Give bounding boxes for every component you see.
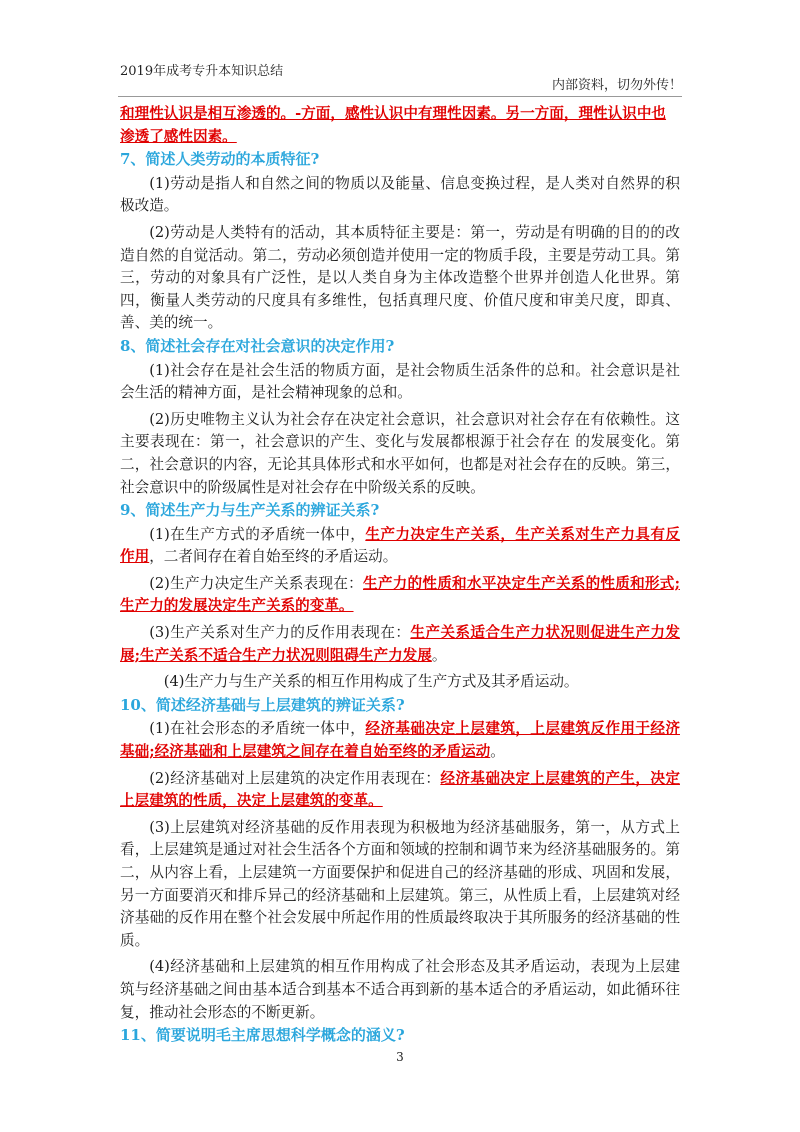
paragraph-text: 。 (490, 743, 505, 761)
question-10-paragraph-1 (120, 718, 680, 763)
question-9-paragraph-2 (120, 573, 680, 618)
question-9-heading: 9、简述生产力与生产关系的辨证关系? (120, 501, 380, 520)
paragraph-text: 。 (431, 646, 447, 664)
emphasis-text: 生产关系适合生产力状况则促进生产力发展;生产关系不适合生产力状况则阻碍生产力发展 (120, 624, 680, 664)
paragraph-text: (1)在生产方式的矛盾统一体中， (149, 525, 366, 543)
question-9-paragraph-4: (4)生产力与生产关系的相互作用构成了生产方式及其矛盾运动。 (163, 673, 579, 691)
question-7-paragraph-2: (2)劳动是人类特有的活动，其本质特征主要是：第一，劳动是有明确的目的的改造自然的自觉活动。第二，劳动必须创造并使用一定的物质手段，主要是劳动工具。第三，劳动的对象具有广泛性，是以人类自身为主体改造整个世界并创造人化世界。第四，衡量人类劳动的尺度具有多维性，包括真理尺度、价值尺度和审美尺度，即真、善、美的统一。 (120, 223, 680, 332)
question-11-heading: 11、简要说明毛主席思想科学概念的涵义? (120, 1026, 405, 1045)
emphasis-text: 经济基础决定上层建筑的产生，决定上层建筑的性质，决定上层建筑的变革。 (120, 769, 680, 810)
header-notice: 内部资料，切勿外传！ (551, 78, 682, 93)
question-8-paragraph-2: (2)历史唯物主义认为社会存在决定社会意识，社会意识对社会存在有依赖性。这主要表现在：第一，社会意识的产生、变化与发展都根源于社会存在 的发展变化。第二，社会意识的内容，无论其具体形式和水平如何，也都是对社会存在的反映。第三，社会意识中的阶级属性是对社会存在中阶级关系的反映。 (120, 410, 680, 496)
question-7-paragraph-1: (1)劳动是指人和自然之间的物质以及能量、信息变换过程，是人类对自然界的积极改造。 (120, 174, 680, 215)
question-10-heading: 10、简述经济基础与上层建筑的辨证关系? (120, 695, 405, 714)
paragraph-text: ，二者间存在着自始至终的矛盾运动。 (149, 548, 398, 566)
paragraph-text: (2)经济基础对上层建筑的决定作用表现在： (149, 769, 441, 787)
emphasis-text: 生产力决定生产关系，生产关系对生产力具有反作用 (120, 525, 680, 566)
page-number: 3 (396, 1050, 404, 1064)
paragraph-text: (2)生产力决定生产关系表现在： (149, 574, 363, 592)
question-10-paragraph-3: (3)上层建筑对经济基础的反作用表现为积极地为经济基础服务，第一，从方式上看，上层建筑是通过对社会生活各个方面和领域的控制和调节来为经济基础服务的。第二，从内容上看，上层建筑一方面要保护和促进自己的经济基础的形成、巩固和发展，另一方面要消灭和排斥异己的经济基础和上层建筑。第三，从性质上看，上层建筑对经济基础的反作用在整个社会发展中所起作用的性质最终取决于其所服务的经济基础的性质。 (120, 818, 680, 949)
question-8-heading: 8、简述社会存在对社会意识的决定作用? (120, 336, 395, 355)
header-divider (118, 96, 682, 97)
question-9-paragraph-3 (120, 622, 680, 667)
emphasis-text: 和理性认识是相互渗透的。-方面，感性认识中有理性因素。另一方面，理性认识中也渗透了感性因素。 (120, 105, 667, 145)
paragraph-text: (1)在社会形态的矛盾统一体中， (149, 720, 366, 738)
question-10-paragraph-2 (120, 768, 680, 813)
continued-paragraph (120, 103, 680, 148)
header-title: 2019年成考专升本知识总结 (120, 64, 284, 79)
paragraph-text: (3)生产关系对生产力的反作用表现在： (149, 624, 411, 642)
question-7-heading: 7、简述人类劳动的本质特征? (120, 150, 320, 169)
emphasis-text: 经济基础决定上层建筑，上层建筑反作用于经济基础;经济基础和上层建筑之间存在着自始至终的矛盾运动 (120, 720, 680, 761)
question-10-paragraph-4: (4)经济基础和上层建筑的相互作用构成了社会形态及其矛盾运动，表现为上层建筑与经济基础之间由基本适合到基本不适合再到新的基本适合的矛盾运动，如此循环往复，推动社会形态的不断更新。 (120, 958, 680, 1021)
document-body (120, 103, 680, 1047)
question-9-paragraph-1 (120, 524, 680, 569)
emphasis-text: 生产力的性质和水平决定生产关系的性质和形式;生产力的发展决定生产关系的变革。 (120, 574, 680, 615)
question-8-paragraph-1: (1)社会存在是社会生活的物质方面，是社会物质生活条件的总和。社会意识是社会生活的精神方面，是社会精神现象的总和。 (120, 361, 680, 402)
